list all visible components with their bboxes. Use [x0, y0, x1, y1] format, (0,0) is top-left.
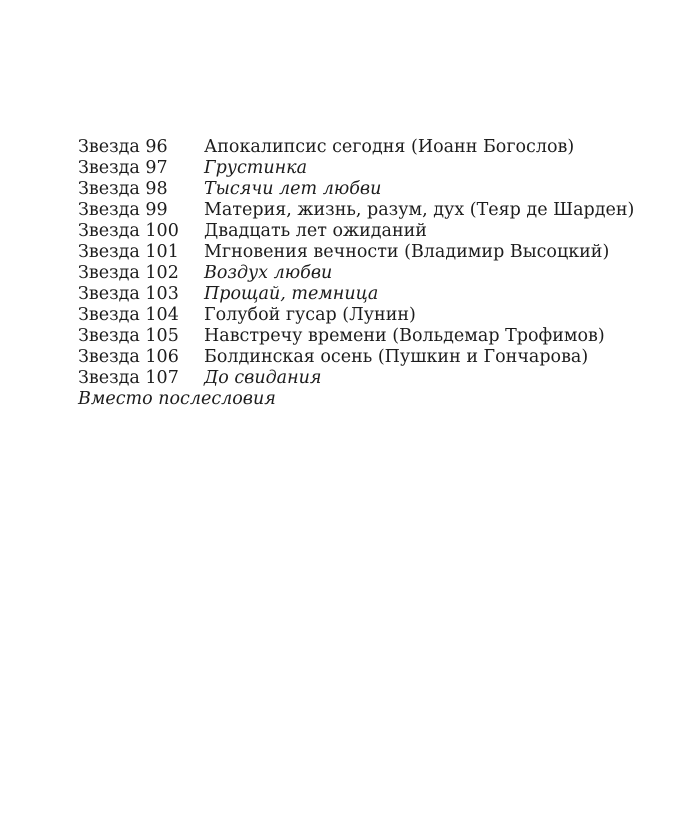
- toc-entry-title: Грустинка: [204, 158, 308, 178]
- toc-entry-label: Звезда 101: [78, 242, 179, 262]
- toc-entry: [78, 347, 638, 368]
- toc-entry-label: Звезда 106: [78, 347, 179, 367]
- toc-entry: [78, 158, 638, 179]
- toc-entry-label: Звезда 102: [78, 263, 179, 283]
- toc-entry-title: Двадцать лет ожиданий: [204, 221, 427, 241]
- toc-entry-label: Звезда 105: [78, 326, 179, 346]
- toc-entry: [78, 326, 638, 347]
- toc-entry-label: Звезда 99: [78, 200, 168, 220]
- toc-entry: [78, 305, 638, 326]
- toc-entry-title: Навстречу времени (Вольдемар Трофимов): [204, 326, 605, 346]
- toc-entry-title: Прощай, темница: [204, 284, 379, 304]
- toc-entry-title: Воздух любви: [204, 263, 333, 283]
- toc-entry-title: Мгновения вечности (Владимир Высоцкий): [204, 242, 610, 262]
- toc-entry: [78, 263, 638, 284]
- toc-entry: [78, 179, 638, 200]
- toc-entry-label: Звезда 97: [78, 158, 168, 178]
- toc-afterword: Вместо послесловия: [78, 389, 276, 409]
- toc-entry: [78, 137, 638, 158]
- toc-entry-label: Звезда 98: [78, 179, 168, 199]
- toc-entry-label: Звезда 103: [78, 284, 179, 304]
- toc-entry: [78, 221, 638, 242]
- toc-entry-title: Апокалипсис сегодня (Иоанн Богослов): [204, 137, 575, 157]
- toc-entry-title: Голубой гусар (Лунин): [204, 305, 416, 325]
- toc-entry-label: Звезда 107: [78, 368, 179, 388]
- table-of-contents: [78, 137, 638, 410]
- toc-entry-label: Звезда 100: [78, 221, 179, 241]
- toc-entry-title: Тысячи лет любви: [204, 179, 382, 199]
- toc-entry-label: Звезда 96: [78, 137, 168, 157]
- toc-entry: [78, 242, 638, 263]
- toc-entry-label: Звезда 104: [78, 305, 179, 325]
- toc-entry-title: До свидания: [204, 368, 322, 388]
- toc-entry: [78, 200, 638, 221]
- toc-entry-title: Материя, жизнь, разум, дух (Теяр де Шарден): [204, 200, 635, 220]
- toc-entry: [78, 368, 638, 389]
- toc-entry-title: Болдинская осень (Пушкин и Гончарова): [204, 347, 589, 367]
- toc-entry: [78, 284, 638, 305]
